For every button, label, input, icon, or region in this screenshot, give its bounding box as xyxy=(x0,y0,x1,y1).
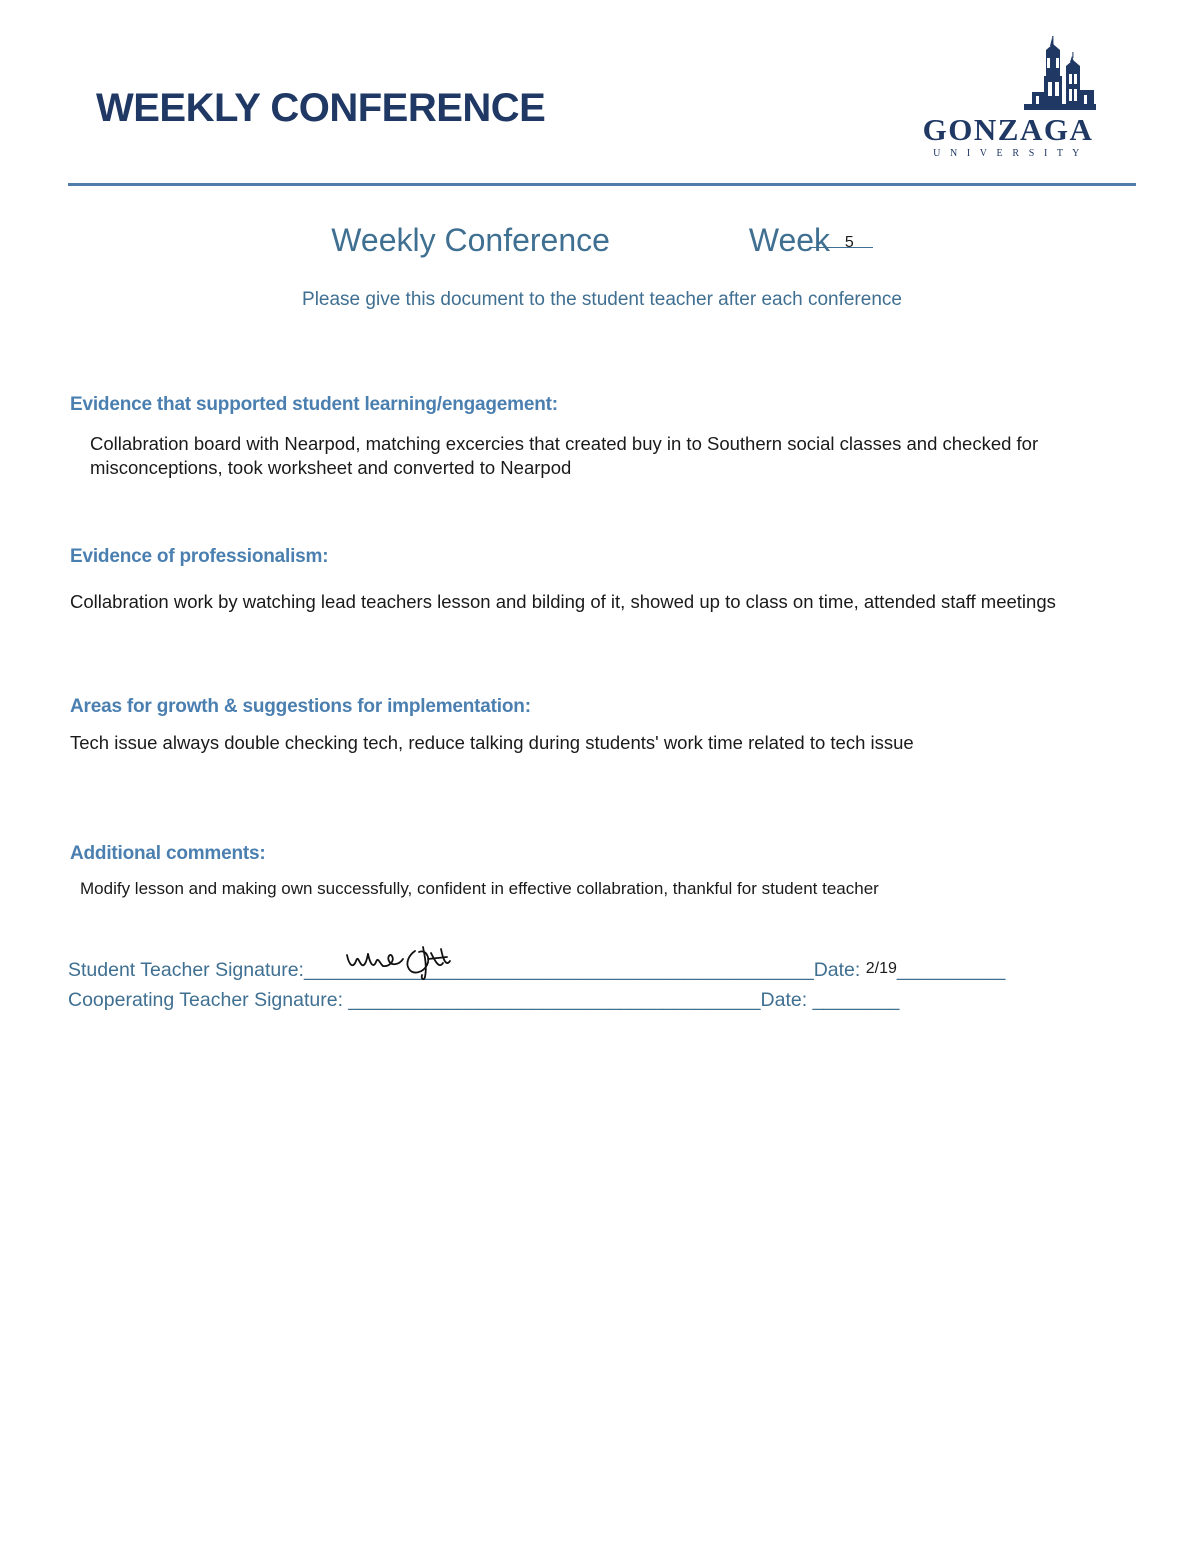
document-title: Weekly Conference xyxy=(331,222,610,258)
section-heading-areas-for-growth: Areas for growth & suggestions for implementation: xyxy=(70,696,531,717)
section-body-areas-for-growth: Tech issue always double checking tech, reduce talking during students' work time related to tech issue xyxy=(70,732,914,753)
gonzaga-university-logo xyxy=(918,30,1098,170)
student-teacher-signature-label: Student Teacher Signature: xyxy=(68,959,304,981)
document-title-row xyxy=(68,222,1136,259)
student-teacher-date-line[interactable]: __________ xyxy=(896,959,1006,981)
header-divider xyxy=(68,183,1136,186)
student-teacher-signature-line[interactable]: _______________________________________________ xyxy=(303,959,814,981)
document-header xyxy=(68,30,1136,190)
signature-block xyxy=(68,955,1068,1015)
week-label: Week xyxy=(748,222,831,258)
section-body-evidence-learning: Collabration board with Nearpod, matching excercies that created buy in to Southern social classes and checked for misconceptions, took worksheet and converted to Nearpod xyxy=(90,433,1039,479)
document-subtitle: Please give this document to the student teacher after each conference xyxy=(302,289,902,310)
section-heading-professionalism: Evidence of professionalism: xyxy=(70,546,329,567)
cooperating-teacher-date-label: Date: xyxy=(760,989,808,1012)
section-heading-evidence-learning: Evidence that supported student learning/engagement: xyxy=(70,394,558,415)
logo-subtext: U N I V E R S I T Y xyxy=(933,148,1083,159)
cooperating-teacher-signature-label: Cooperating Teacher Signature: xyxy=(68,989,343,1012)
student-teacher-date-value: 2/19 xyxy=(865,960,897,977)
week-blank-line xyxy=(811,247,873,248)
page-title: WEEKLY CONFERENCE xyxy=(96,86,546,130)
logo-wordmark: GONZAGA xyxy=(922,112,1094,147)
section-body-additional-comments: Modify lesson and making own successfully, confident in effective collabration, thankful for student teacher xyxy=(80,879,879,898)
student-teacher-date-label: Date: xyxy=(813,959,861,981)
section-heading-additional-comments: Additional comments: xyxy=(70,843,266,864)
week-value: 5 xyxy=(844,234,854,251)
cooperating-teacher-signature-row xyxy=(68,985,1068,1015)
cathedral-spire-icon xyxy=(1014,36,1098,114)
cooperating-teacher-signature-line[interactable]: ______________________________________ xyxy=(348,989,761,1012)
cooperating-teacher-date-line[interactable]: ________ xyxy=(812,989,900,1012)
student-teacher-signature-row xyxy=(68,955,1068,985)
section-body-professionalism: Collabration work by watching lead teachers lesson and bilding of it, showed up to class on time, attended staff meetings xyxy=(70,591,1056,612)
